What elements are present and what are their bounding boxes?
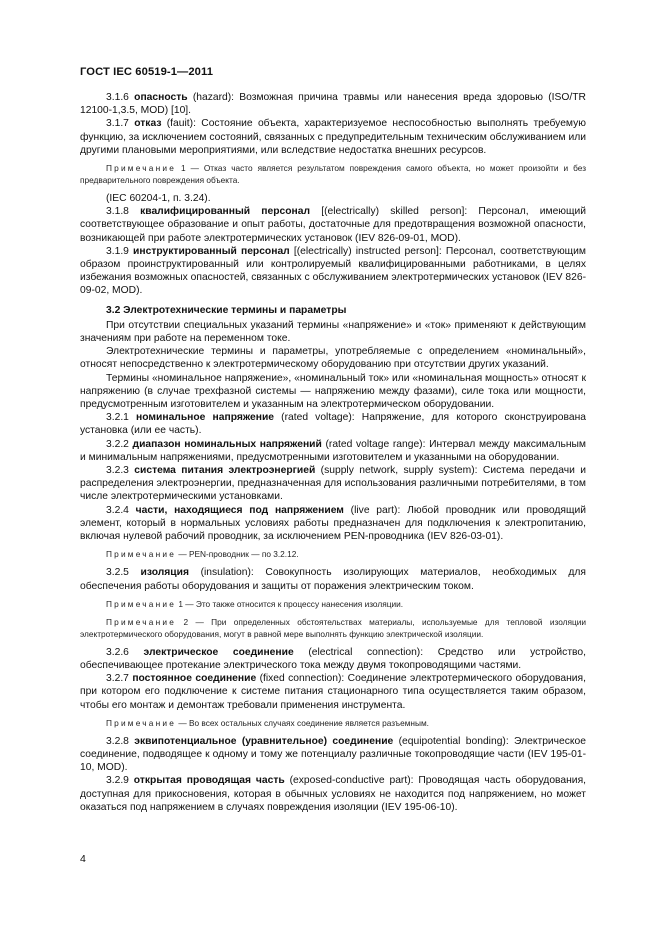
section-heading: 3.2 Электротехнические термины и параметры: [106, 304, 347, 316]
term-entry: 3.2.2 диапазон номинальных напряжений (rated voltage range): Интервал между максимальным и минимальным напряжениями, предусмотренными изготовителем и указанными на оборудовании.: [80, 438, 586, 463]
term: постоянное соединение: [132, 673, 257, 685]
paragraph: Электротехнические термины и параметры, употребляемые с определением «номинальный», относят непосредственно к электротермическому оборудованию при отсутствии других указаний.: [80, 346, 586, 371]
term: эквипотенциальное (уравнительное) соединение: [134, 735, 394, 747]
term: квалифицированный персонал: [140, 206, 311, 218]
term-entry: 3.2.1 номинальное напряжение (rated voltage): Напряжение, для которого сконструирована установка (или ее часть).: [80, 412, 586, 437]
term-entry: 3.2.5 изоляция (insulation): Совокупность изолирующих материалов, необходимых для обеспечения работы оборудования и защиты от поражения электрическим током.: [80, 567, 586, 592]
note: Примечание 2 — При определенных обстоятельствах материалы, используемые для тепловой изоляции электротермического оборудования, могут в равной мере выполнять функцию электрической изоляции.: [80, 616, 586, 639]
document-header: ГОСТ IEC 60519-1—2011: [80, 66, 214, 78]
term-entry: 3.2.8 эквипотенциальное (уравнительное) соединение (equipotential bonding): Электрическое соединение, подводящее к одному и тому же потенциалу различные токопроводящие части (IEV 195-01-10, MOD).: [80, 735, 586, 774]
note: Примечание 1 — Это также относится к процессу нанесения изоляции.: [106, 598, 404, 609]
term-entry: 3.1.8 квалифицированный персонал [(electrically) skilled person]: Персонал, имеющий соответствующее образование и опыт работы, достаточные для предотвращения возможной опасности, возникающей при работе электротермических установок (IEV 826-09-01, MOD).: [80, 206, 587, 244]
term: части, находящиеся под напряжением: [135, 504, 344, 516]
term: открытая проводящая часть: [133, 775, 285, 787]
term: инструктированный персонал: [133, 245, 290, 257]
term-entry: 3.2.4 части, находящиеся под напряжением (live part): Любой проводник или проводящий элемент, который в нормальных условиях работы предназначен для подключения к электропитанию, включая нулевой рабочий проводник, за исключением PEN-проводника (IEV 826-03-01).: [80, 504, 586, 543]
term-entry: 3.1.6 опасность (hazard): Возможная причина травмы или нанесения вреда здоровью (ISO/TR 12100-1,3.5, MOD) [10].: [80, 92, 586, 117]
term-entry: 3.1.7 отказ (fauit): Состояние объекта, характеризуемое неспособностью выполнять требуемую функцию, за исключением состояний, связанных с предупредительным техническим обслуживанием или другими плановыми мероприятиями, или вследствие недостатка внешних ресурсов.: [80, 118, 586, 156]
note: Примечание 1 — Отказ часто является результатом повреждения самого объекта, но может произойти и без предварительного повреждения объекта.: [80, 163, 586, 186]
paragraph: Термины «номинальное напряжение», «номинальный ток» или «номинальная мощность» относят к напряжению (в случае трехфазной системы — напряжению между фазами), силе тока или мощности, предусмотренным изготовителем и указанным на электротермическом оборудовании.: [80, 372, 586, 411]
term: отказ: [134, 118, 162, 130]
reference: (IEC 60204-1, п. 3.24).: [106, 193, 211, 205]
page-number: 4: [80, 853, 86, 865]
document-body: [80, 91, 586, 814]
term-entry: 3.2.3 система питания электроэнергией (supply network, supply system): Система передачи и распределения электроэнергии, предназначенная для использования различными потребителями, в том числе электротермическими установками.: [80, 465, 586, 503]
term: опасность: [134, 92, 188, 103]
term: система питания электроэнергией: [134, 465, 316, 477]
paragraph: При отсутствии специальных указаний термины «напряжение» и «ток» применяют к действующим значениям при работе на переменном токе.: [80, 319, 586, 345]
term: диапазон номинальных напряжений: [132, 438, 322, 450]
term: изоляция: [140, 567, 189, 579]
term-entry: 3.1.9 инструктированный персонал [(electrically) instructed person]: Персонал, соответствующим образом проинструктированный или контролируемый квалифицированными работниками, в целях избежания возможных опасностей, связанных с обслуживанием электротермических установок (IEV 826-09-02, MOD).: [80, 245, 586, 297]
term-entry: 3.2.9 открытая проводящая часть (exposed-conductive part): Проводящая часть оборудования, доступная для прикосновения, которая в обычных условиях не находится под напряжением, но может оказаться под напряжением в случаях повреждения изоляции (IEV 195-06-10).: [80, 775, 586, 813]
note: Примечание — Во всех остальных случаях соединение является разъемным.: [106, 717, 429, 728]
note: Примечание — PEN-проводник — по 3.2.12.: [106, 549, 299, 560]
term: номинальное напряжение: [136, 412, 275, 424]
term: электрическое соединение: [143, 646, 294, 658]
term-entry: 3.2.7 постоянное соединение (fixed connection): Соединение электротермического оборудования, при котором его подключение к системе питания стационарного типа осуществляется таким образом, чтобы его монтаж и демонтаж требовали применения инструмента.: [80, 673, 586, 711]
term-entry: 3.2.6 электрическое соединение (electrical connection): Средство или устройство, обеспечивающее протекание электрического тока между двумя токопроводящими частями.: [80, 646, 586, 671]
